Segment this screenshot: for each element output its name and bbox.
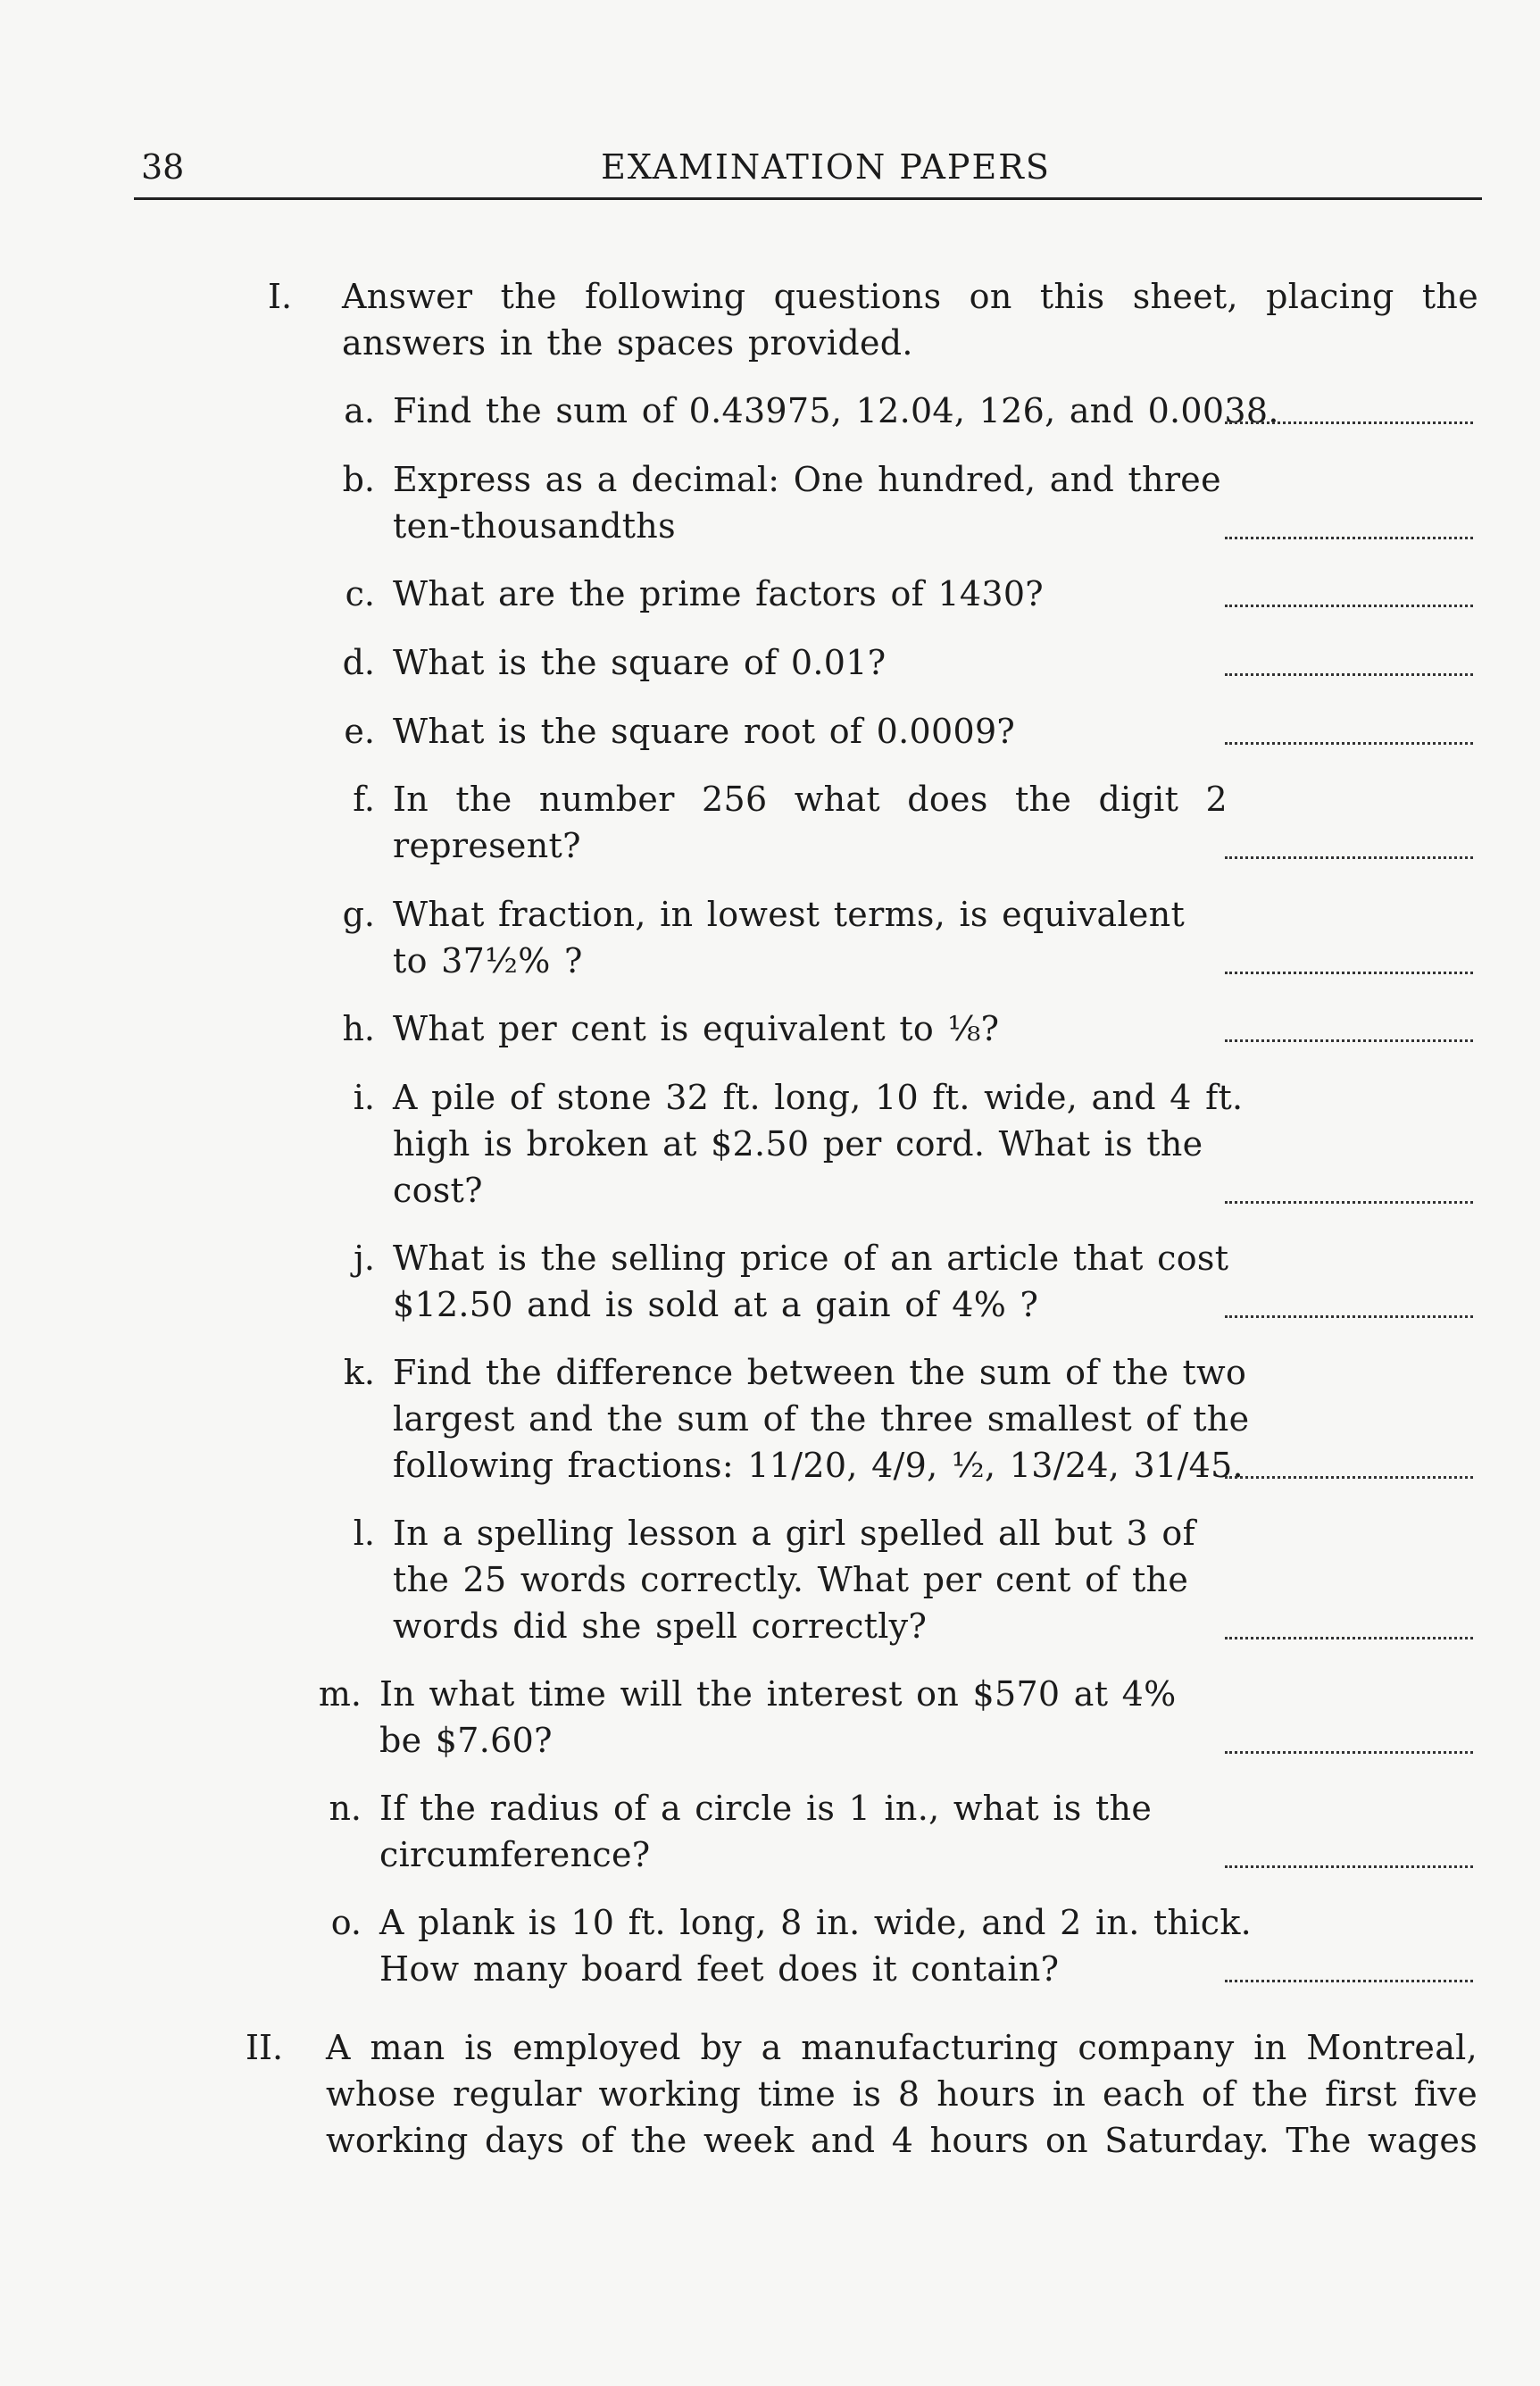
answer-blank[interactable] [1225, 1751, 1473, 1754]
question-letter: m. [318, 1674, 362, 1714]
question-text: Find the difference between the sum of the two [393, 1353, 1247, 1392]
question-text: words did she spell correctly? [393, 1606, 928, 1646]
section-number: I. [268, 277, 293, 316]
question-letter: n. [329, 1789, 362, 1828]
answer-blank[interactable] [1225, 1201, 1473, 1204]
question-letter: o. [330, 1903, 362, 1942]
answer-blank[interactable] [1225, 537, 1473, 539]
question-text: Find the sum of 0.43975, 12.04, 126, and 0.0038. [393, 391, 1279, 430]
question-text: In a spelling lesson a girl spelled all but 3 of [393, 1514, 1195, 1553]
question-letter: i. [353, 1078, 375, 1117]
question-letter: g. [342, 895, 375, 934]
page-header [134, 147, 1482, 200]
question-text: be $7.60? [379, 1721, 553, 1760]
question-text: following fractions: 11/20, 4/9, ½, 13/24, 31/45. [393, 1446, 1244, 1485]
answer-blank[interactable] [1225, 1039, 1473, 1042]
question-letter: h. [342, 1009, 375, 1048]
answer-blank[interactable] [1225, 421, 1473, 424]
question-text: If the radius of a circle is 1 in., what is the [379, 1789, 1153, 1828]
question-text: high is broken at $2.50 per cord. What is the [393, 1124, 1203, 1164]
question-text: What is the square root of 0.0009? [393, 712, 1016, 751]
answer-blank[interactable] [1225, 856, 1473, 859]
question-text: What are the prime factors of 1430? [393, 574, 1044, 613]
question-text: cost? [393, 1171, 483, 1210]
question-text: ten-thousandths [393, 506, 676, 546]
question-text: What fraction, in lowest terms, is equivalent [393, 895, 1186, 934]
answer-blank[interactable] [1225, 972, 1473, 974]
question-letter: a. [344, 391, 375, 430]
question-letter: k. [343, 1353, 375, 1392]
question-letter: j. [354, 1239, 375, 1278]
answer-blank[interactable] [1225, 742, 1473, 745]
page-number: 38 [141, 147, 185, 187]
answer-blank[interactable] [1225, 1980, 1473, 1982]
instruction-line: Answer the following questions on this sheet, placing the [342, 277, 1478, 316]
running-title: EXAMINATION PAPERS [601, 147, 1051, 187]
question-text: In the number 256 what does the digit 2 [393, 780, 1228, 819]
question-text: How many board feet does it contain? [379, 1949, 1060, 1989]
question-letter: f. [353, 780, 375, 819]
question-text: What is the square of 0.01? [393, 643, 887, 682]
answer-blank[interactable] [1225, 1476, 1473, 1479]
question-text: In what time will the interest on $570 at 4% [379, 1674, 1177, 1714]
question-text: Express as a decimal: One hundred, and three [393, 460, 1221, 499]
answer-blank[interactable] [1225, 605, 1473, 607]
question-text: A plank is 10 ft. long, 8 in. wide, and 2 in. thick. [379, 1903, 1253, 1942]
question-text: circumference? [379, 1835, 651, 1874]
question-text: to 37½% ? [393, 941, 583, 980]
question-letter: e. [344, 712, 375, 751]
question-letter: l. [353, 1514, 375, 1553]
question-text: What is the selling price of an article that cost [393, 1239, 1229, 1278]
question-text: $12.50 and is sold at a gain of 4% ? [393, 1285, 1039, 1324]
answer-blank[interactable] [1225, 673, 1473, 676]
paragraph-line: A man is employed by a manufacturing company in Montreal, [326, 2028, 1478, 2067]
question-letter: c. [345, 574, 375, 613]
question-letter: b. [342, 460, 375, 499]
paragraph-line: whose regular working time is 8 hours in each of the first five [326, 2074, 1478, 2114]
section-number: II. [246, 2028, 284, 2067]
question-letter: d. [342, 643, 375, 682]
question-text: What per cent is equivalent to ⅛? [393, 1009, 1000, 1048]
question-text: A pile of stone 32 ft. long, 10 ft. wide, and 4 ft. [393, 1078, 1244, 1117]
answer-blank[interactable] [1225, 1865, 1473, 1868]
instruction-line: answers in the spaces provided. [342, 323, 913, 363]
question-text: largest and the sum of the three smallest of the [393, 1399, 1250, 1439]
answer-blank[interactable] [1225, 1315, 1473, 1318]
question-text: the 25 words correctly. What per cent of the [393, 1560, 1189, 1599]
paragraph-line: working days of the week and 4 hours on Saturday. The wages [326, 2121, 1478, 2160]
answer-blank[interactable] [1225, 1637, 1473, 1639]
question-text: represent? [393, 826, 581, 865]
